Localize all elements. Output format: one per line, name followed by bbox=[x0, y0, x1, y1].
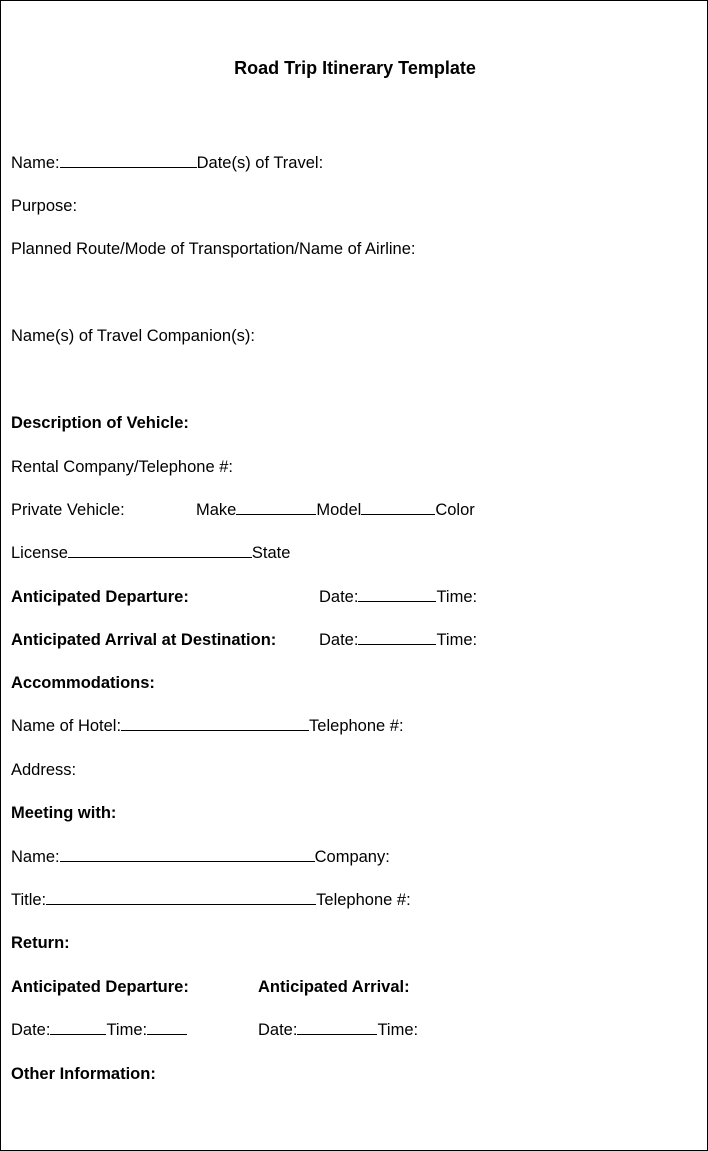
accommodations-heading: Accommodations: bbox=[11, 674, 155, 692]
return-arrival-date-label: Date: bbox=[258, 1021, 298, 1039]
title-label: Title: bbox=[11, 891, 47, 909]
address-label: Address: bbox=[11, 761, 77, 779]
return-arrival-time-label: Time: bbox=[377, 1021, 419, 1039]
arrival-date-label: Date: bbox=[319, 631, 359, 649]
arrival-destination-label: Anticipated Arrival at Destination: bbox=[11, 631, 277, 649]
return-departure-time-label: Time: bbox=[106, 1021, 148, 1039]
return-arrival-label: Anticipated Arrival: bbox=[258, 978, 410, 996]
name-label: Name: bbox=[11, 154, 60, 172]
title-blank[interactable] bbox=[46, 903, 316, 905]
meeting-name-row bbox=[11, 848, 390, 867]
make-model-color-row bbox=[196, 501, 475, 520]
license-row bbox=[11, 544, 290, 563]
return-arrival-date-time-row bbox=[258, 1021, 418, 1040]
meeting-with-heading: Meeting with: bbox=[11, 804, 117, 822]
return-departure-label: Anticipated Departure: bbox=[11, 978, 189, 996]
hotel-row bbox=[11, 717, 404, 736]
return-departure-date-blank[interactable] bbox=[50, 1033, 106, 1035]
return-departure-date-label: Date: bbox=[11, 1021, 51, 1039]
company-label: Company: bbox=[314, 848, 390, 866]
return-departure-date-time-row bbox=[11, 1021, 187, 1040]
departure-date-blank[interactable] bbox=[358, 600, 436, 602]
planned-route-label: Planned Route/Mode of Transportation/Name of Airline: bbox=[11, 240, 416, 258]
name-blank[interactable] bbox=[60, 166, 197, 168]
arrival-date-time-row bbox=[319, 631, 477, 650]
arrival-time-label: Time: bbox=[436, 631, 478, 649]
departure-date-label: Date: bbox=[319, 588, 359, 606]
meeting-telephone-label: Telephone #: bbox=[316, 891, 411, 909]
make-label: Make bbox=[196, 501, 237, 519]
state-label: State bbox=[251, 544, 291, 562]
meeting-name-blank[interactable] bbox=[60, 860, 315, 862]
meeting-title-row bbox=[11, 891, 411, 910]
color-label: Color bbox=[435, 501, 475, 519]
other-information-heading: Other Information: bbox=[11, 1065, 156, 1083]
return-arrival-date-blank[interactable] bbox=[297, 1033, 377, 1035]
hotel-telephone-label: Telephone #: bbox=[309, 717, 404, 735]
departure-date-time-row bbox=[319, 588, 477, 607]
name-row bbox=[11, 154, 323, 173]
return-departure-time-blank[interactable] bbox=[147, 1033, 187, 1035]
private-vehicle-label: Private Vehicle: bbox=[11, 501, 125, 519]
make-blank[interactable] bbox=[236, 513, 316, 515]
departure-label: Anticipated Departure: bbox=[11, 588, 189, 606]
purpose-label: Purpose: bbox=[11, 197, 78, 215]
document-title: Road Trip Itinerary Template bbox=[234, 58, 476, 78]
rental-label: Rental Company/Telephone #: bbox=[11, 458, 233, 476]
model-label: Model bbox=[316, 501, 362, 519]
model-blank[interactable] bbox=[361, 513, 435, 515]
companions-label: Name(s) of Travel Companion(s): bbox=[11, 327, 255, 345]
license-label: License bbox=[11, 544, 68, 562]
dates-of-travel-label: Date(s) of Travel: bbox=[196, 154, 324, 172]
hotel-label: Name of Hotel: bbox=[11, 717, 122, 735]
license-blank[interactable] bbox=[68, 556, 252, 558]
return-heading: Return: bbox=[11, 934, 70, 952]
vehicle-heading: Description of Vehicle: bbox=[11, 414, 189, 432]
arrival-date-blank[interactable] bbox=[358, 643, 436, 645]
departure-time-label: Time: bbox=[436, 588, 478, 606]
meeting-name-label: Name: bbox=[11, 848, 60, 866]
hotel-blank[interactable] bbox=[121, 729, 309, 731]
